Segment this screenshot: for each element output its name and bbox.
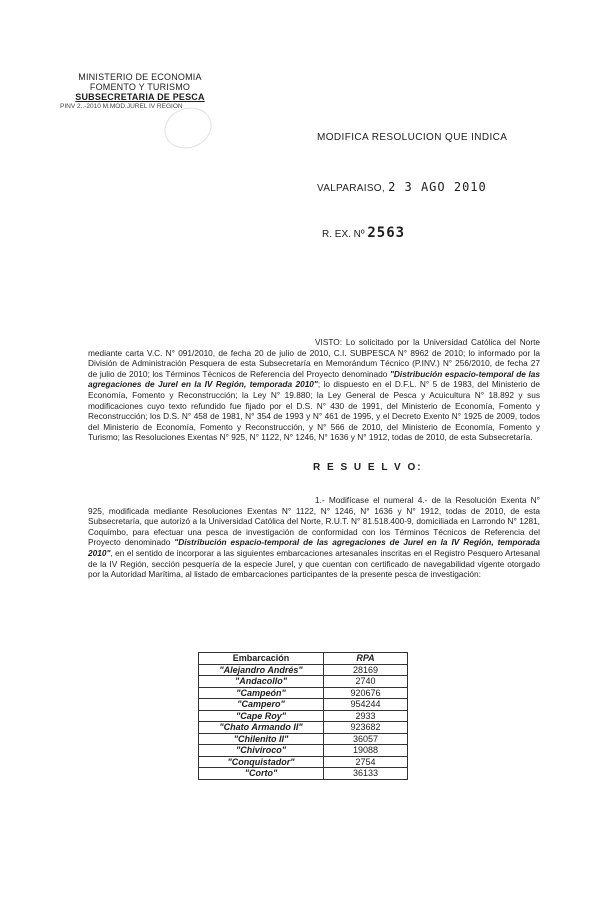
- vessel-rpa: 28169: [324, 664, 408, 676]
- article-text: 1.- Modifícase el numeral 4.- de la Resolución Exenta N° 925, modificada mediante Resoluciones Exentas N° 1122, N° 1246, N° 1636 y N° 1912, todas de 2010, de esta Subsecretaría, que autorizó a la Universidad Católica del Norte, R.U.T. N° 81.518.400-9, domiciliada en Larrondo N° 1281, Coquimbo, para efectuar una pesca de investigación de conformidad con los Términos Técnicos de Referencia del Proyecto denominado: [88, 495, 540, 548]
- rex-label: R. EX. Nº: [322, 229, 365, 240]
- vessel-name: "Cape Roy": [199, 710, 324, 722]
- table-row: [199, 722, 408, 734]
- table-row: [199, 756, 408, 768]
- visto-paragraph: [88, 337, 540, 443]
- ministry-header: [60, 72, 220, 102]
- visto-text: ; lo dispuesto en el D.F.L. N° 5 de 1983, del Ministerio de Economía, Fomento y Reconstrucción; la Ley N° 19.880; la Ley General de Pesca y Acuicultura N° 18.892 y sus modificaciones cuyo texto refundido fue fijado por el D.S. N° 430 de 1991, del Ministerio de Economía, Fomento y Reconstrucción; los D.S. N° 458 de 1981, N° 354 de 1993 y N° 461 de 1995, y el Decreto Exento N° 1925 de 2009, todos del Ministerio de Economía, Fomento y Reconstrucción, y N° 566 de 2010, del Ministerio de Economía, Fomento y Turismo; las Resoluciones Exentas N° 925, N° 1122, N° 1246, N° 1636 y N° 1912, todas de 2010, de esta Subsecretaría.: [88, 379, 540, 443]
- header-embarcacion: Embarcación: [199, 653, 324, 665]
- vessel-name: "Conquistador": [199, 756, 324, 768]
- rex-number: 2563: [367, 225, 406, 241]
- vessel-rpa: 36133: [324, 768, 408, 780]
- vessel-rpa: 923682: [324, 722, 408, 734]
- vessel-rpa: 19088: [324, 745, 408, 757]
- subsecretaria-line: SUBSECRETARIA DE PESCA: [75, 92, 205, 102]
- table-header-row: [199, 653, 408, 665]
- table-row: [199, 676, 408, 688]
- place-date: [317, 180, 487, 194]
- vessel-name: "Alejandro Andrés": [199, 664, 324, 676]
- table-row: [199, 768, 408, 780]
- date-stamp: 2 3 AGO 2010: [388, 180, 487, 194]
- header-rpa: RPA: [324, 653, 408, 665]
- reference-code: PINV 2..-2010 M.MOD.JUREL IV REGION: [60, 103, 183, 110]
- resolution-number: [322, 225, 405, 241]
- resuelvo-heading: R E S U E L V O:: [313, 462, 423, 473]
- vessel-name: "Andacollo": [199, 676, 324, 688]
- table-row: [199, 699, 408, 711]
- project-name: "Distribución espacio-temporal de las agregaciones de Jurel en la IV Región, temporada 2010": [88, 537, 540, 558]
- table-row: [199, 710, 408, 722]
- table-row: [199, 664, 408, 676]
- vessel-name: "Chilenito II": [199, 733, 324, 745]
- vessel-rpa: 954244: [324, 699, 408, 711]
- vessel-rpa: 920676: [324, 687, 408, 699]
- vessels-table-body: [199, 664, 408, 779]
- vessel-rpa: 2754: [324, 756, 408, 768]
- project-name: "Distribución espacio-temporal de las agregaciones de Jurel en la IV Región, temporada 2010": [88, 368, 541, 390]
- table-row: [199, 733, 408, 745]
- vessel-name: "Chato Armando II": [199, 722, 324, 734]
- table-row: [199, 745, 408, 757]
- vessels-table: [198, 652, 408, 780]
- visto-text: VISTO: Lo solicitado por la Universidad Católica del Norte mediante carta V.C. N° 091/2010, de fecha 20 de julio de 2010, C.I. SUBPESCA N° 8962 de 2010; lo informado por la División de Administración Pesquera de esta Subsecretaría en Memorándum Técnico (P.INV.) N° 256/2010, de fecha 27 de julio de 2010; los Términos Técnicos de Referencia del Proyecto denominado: [88, 337, 540, 379]
- vessel-rpa: 2933: [324, 710, 408, 722]
- article-text: , en el sentido de incorporar a las siguientes embarcaciones artesanales inscritas en el Registro Pesquero Artesanal de la IV Región, sección pesquería de la especie Jurel, y que cuentan con certificado de navegabilidad vigente otorgado por la Autoridad Marítima, al listado de embarcaciones participantes de la presente pesca de investigación:: [88, 547, 540, 580]
- place-label: VALPARAISO,: [317, 183, 385, 194]
- vessel-name: "Chiviroco": [199, 745, 324, 757]
- vessel-name: "Campero": [199, 699, 324, 711]
- article-1-paragraph: [88, 495, 540, 580]
- vessel-name: "Campeón": [199, 687, 324, 699]
- vessel-name: "Corto": [199, 768, 324, 780]
- ministry-line: FOMENTO Y TURISMO: [89, 82, 191, 92]
- table-row: [199, 687, 408, 699]
- document-title: MODIFICA RESOLUCION QUE INDICA: [317, 132, 508, 143]
- vessel-rpa: 36057: [324, 733, 408, 745]
- ministry-line: MINISTERIO DE ECONOMIA: [78, 72, 202, 82]
- vessel-rpa: 2740: [324, 676, 408, 688]
